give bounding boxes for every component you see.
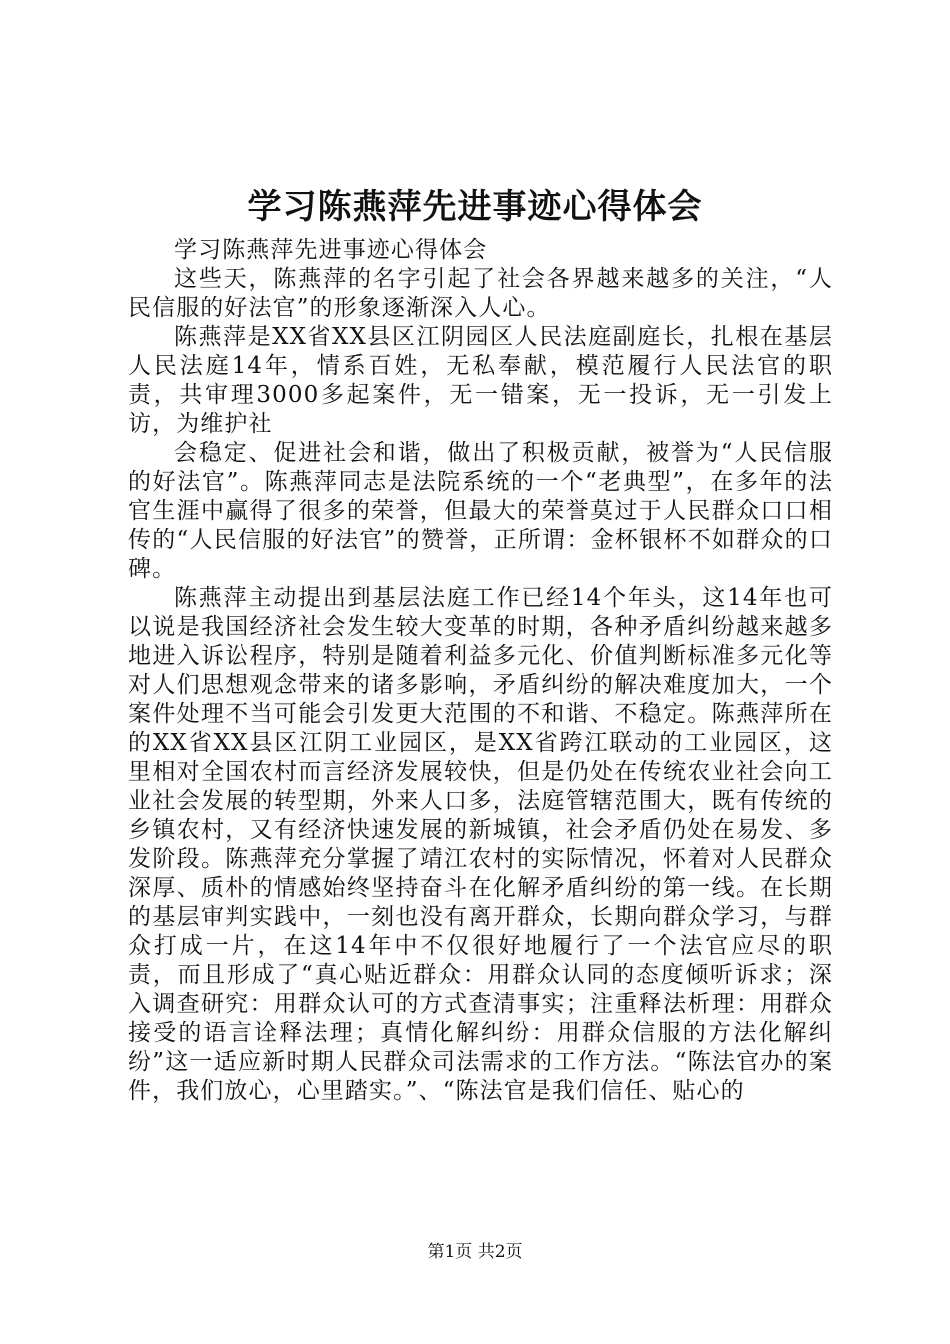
page-footer: 第1页 共2页	[427, 1242, 523, 1262]
paragraph-2: 陈燕萍是XX省XX县区江阴园区人民法庭副庭长，扎根在基层人民法庭14年，情系百姓，无私奉献，模范履行人民法官的职责，共审理3000多起案件，无一错案，无一投诉，无一引发上访，为维护社	[128, 324, 833, 437]
paragraph-4: 陈燕萍主动提出到基层法庭工作已经14个年头，这14年也可以说是我国经济社会发生较大变革的时期，各种矛盾纠纷越来越多地进入诉讼程序，特别是随着利益多元化、价值判断标准多元化等对人们思想观念带来的诸多影响，矛盾纠纷的解决难度加大，一个案件处理不当可能会引发更大范围的不和谐、不稳定。陈燕萍所在的XX省XX县区江阴工业园区，是XX省跨江联动的工业园区，这里相对全国农村而言经济发展较快，但是仍处在传统农业社会向工业社会发展的转型期，外来人口多，法庭管辖范围大，既有传统的乡镇农村，又有经济快速发展的新城镇，社会矛盾仍处在易发、多发阶段。陈燕萍充分掌握了靖江农村的实际情况，怀着对人民群众深厚、质朴的情感始终坚持奋斗在化解矛盾纠纷的第一线。在长期的基层审判实践中，一刻也没有离开群众，长期向群众学习，与群众打成一片，在这14年中不仅很好地履行了一个法官应尽的职责，而且形成了“真心贴近群众：用群众认同的态度倾听诉求；深入调查研究：用群众认可的方式查清事实；注重释法析理：用群众接受的语言诠释法理；真情化解纠纷：用群众信服的方法化解纠纷”这一适应新时期人民群众司法需求的工作方法。“陈法官办的案件，我们放心，心里踏实。”、“陈法官是我们信任、贴心的	[128, 585, 833, 1104]
document-body	[128, 236, 833, 1106]
paragraph-subtitle: 学习陈燕萍先进事迹心得体会	[174, 237, 488, 263]
paragraph-3: 会稳定、促进社会和谐，做出了积极贡献，被誉为“人民信服的好法官”。陈燕萍同志是法院系统的一个“老典型”，在多年的法官生涯中赢得了很多的荣誉，但最大的荣誉莫过于人民群众口口相传的“人民信服的好法官”的赞誉，正所谓：金杯银杯不如群众的口碑。	[128, 440, 833, 582]
paragraph-1: 这些天，陈燕萍的名字引起了社会各界越来越多的关注，“人民信服的好法官”的形象逐渐深入人心。	[128, 266, 833, 321]
document-title: 学习陈燕萍先进事迹心得体会	[247, 187, 703, 227]
